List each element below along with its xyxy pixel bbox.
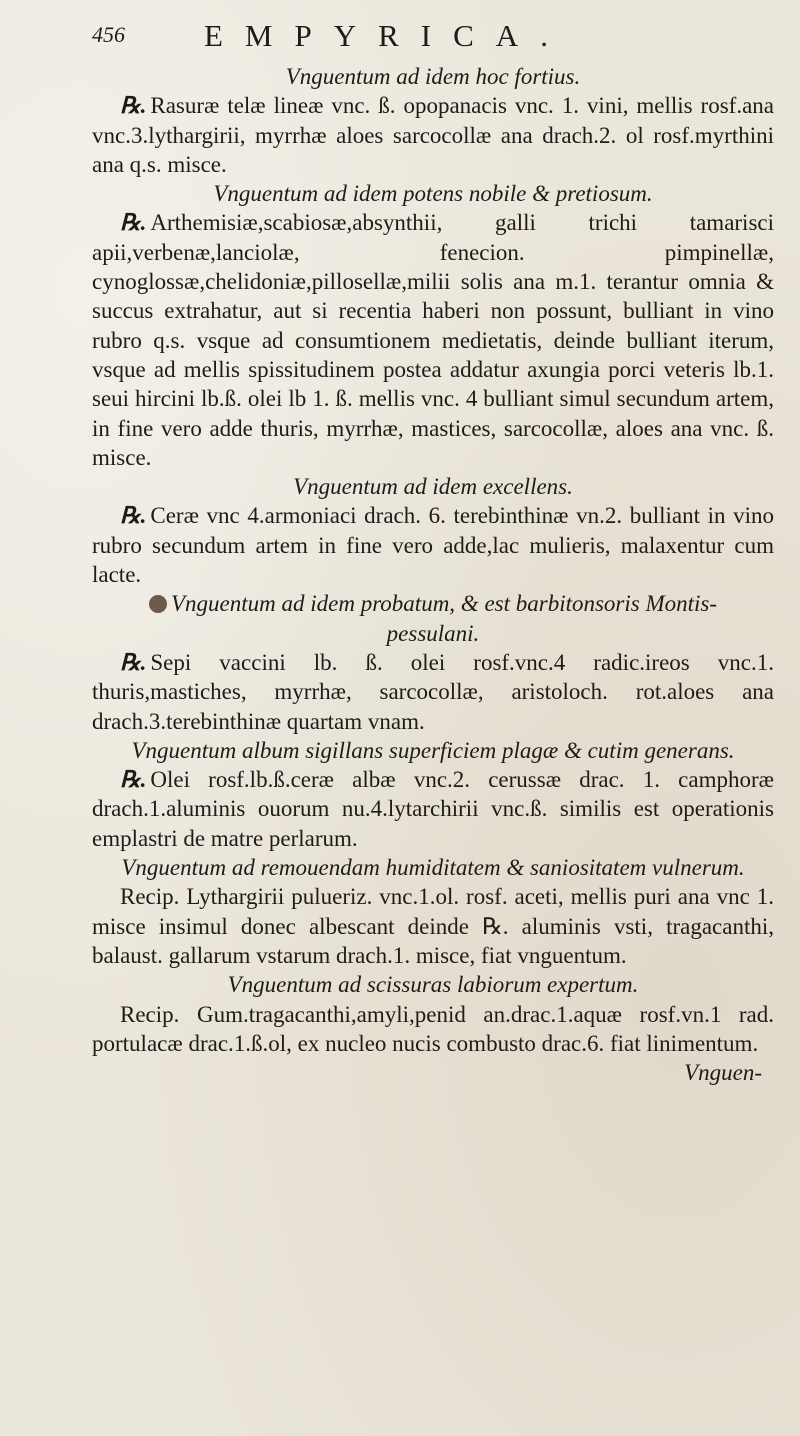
recipe-text: ℞. Rasuræ telæ lineæ vnc. ß. opopanacis vnc. 1. vini, mellis rosf.ana vnc.3.lythargirii, myrrhæ aloes sarcocollæ ana drach.2. ol rosf.myrthini ana q.s. misce.	[92, 93, 774, 177]
ink-blot-ornament	[149, 595, 167, 613]
recipe-text: Recip. Lythargirii pulueriz. vnc.1.ol. rosf. aceti, mellis puri ana vnc 1. misce insimul donec albescant deinde ℞. aluminis vsti, tragacanthi, balaust. gallarum vstarum drach.1. misce, fiat vnguentum.	[92, 884, 774, 968]
recipe-text: ℞. Ceræ vnc 4.armoniaci drach. 6. terebinthinæ vn.2. bulliant in vino rubro secundum artem in fine vero adde,lac mulieris, malaxentur cum lacte.	[92, 503, 774, 588]
recipe-text: Recip. Gum.tragacanthi,amyli,penid an.drac.1.aquæ rosf.vn.1 rad. portulacæ drac.1.ß.ol, ex nucleo nucis combusto drac.6. fiat linimentum.	[92, 1001, 774, 1056]
recipe-title: Vnguentum ad idem probatum, & est barbitonsoris Montis-pessulani.	[92, 589, 774, 648]
recipe-title: Vnguentum ad idem hoc fortius.	[285, 64, 581, 89]
recipe-symbol: ℞.	[120, 767, 147, 793]
recipe-symbol: ℞.	[120, 503, 147, 529]
running-head: EMPYRICA.	[204, 18, 570, 53]
recipe-symbol: ℞.	[120, 210, 147, 236]
recipe-title: Vnguentum album sigillans superficiem plagæ & cutim generans.	[131, 737, 735, 763]
recipe-text: ℞. Sepi vaccini lb. ß. olei rosf.vnc.4 radic.ireos vnc.1. thuris,mastiches, myrrhæ, sarcocollæ, aristoloch. rot.aloes ana drach.3.terebinthinæ quartam vnam.	[92, 649, 774, 734]
recipe-text: ℞. Arthemisiæ,scabiosæ,absynthii, galli trichi tamarisci apii,verbenæ,lanciolæ, fenecion. pimpinellæ, cynoglossæ,chelidoniæ,pillosellæ,milii solis ana m.1. terantur omnia & succus extrahatur, aut si recentia haberi non possunt, bulliant in vino rubro q.s. vsque ad consumtionem medietatis, deinde bulliant iterum, vsque ad mellis spissitudinem postea addatur axungia porci veteris lb.1. seui hircini lb.ß. olei lb 1. ß. mellis vnc. 4 bulliant simul secundum artem, in fine vero adde thuris, myrrhæ, mastices, sarcocollæ, aloes ana vnc. ß. misce.	[92, 210, 774, 470]
recipe-title: Vnguentum ad idem excellens.	[293, 474, 573, 500]
recipe-title: Vnguentum ad idem potens nobile & pretiosum.	[213, 181, 653, 207]
page-number: 456	[92, 22, 125, 47]
page-header	[92, 18, 732, 62]
recipe-symbol: ℞.	[120, 93, 147, 119]
page-body	[92, 62, 774, 1087]
recipe-text: ℞. Olei rosf.lb.ß.ceræ albæ vnc.2. cerussæ drac. 1. camphoræ drach.1.aluminis ouorum nu.4.lytarchirii vnc.ß. similis est operationis emplastri de matre perlarum.	[92, 767, 774, 851]
recipe-title: Vnguentum ad scissuras labiorum expertum.	[227, 972, 639, 998]
recipe-symbol: ℞.	[120, 649, 147, 675]
catchword: Vnguen-	[684, 1060, 762, 1086]
recipe-title: Vnguentum ad remouendam humiditatem & saniositatem vulnerum.	[121, 855, 745, 881]
